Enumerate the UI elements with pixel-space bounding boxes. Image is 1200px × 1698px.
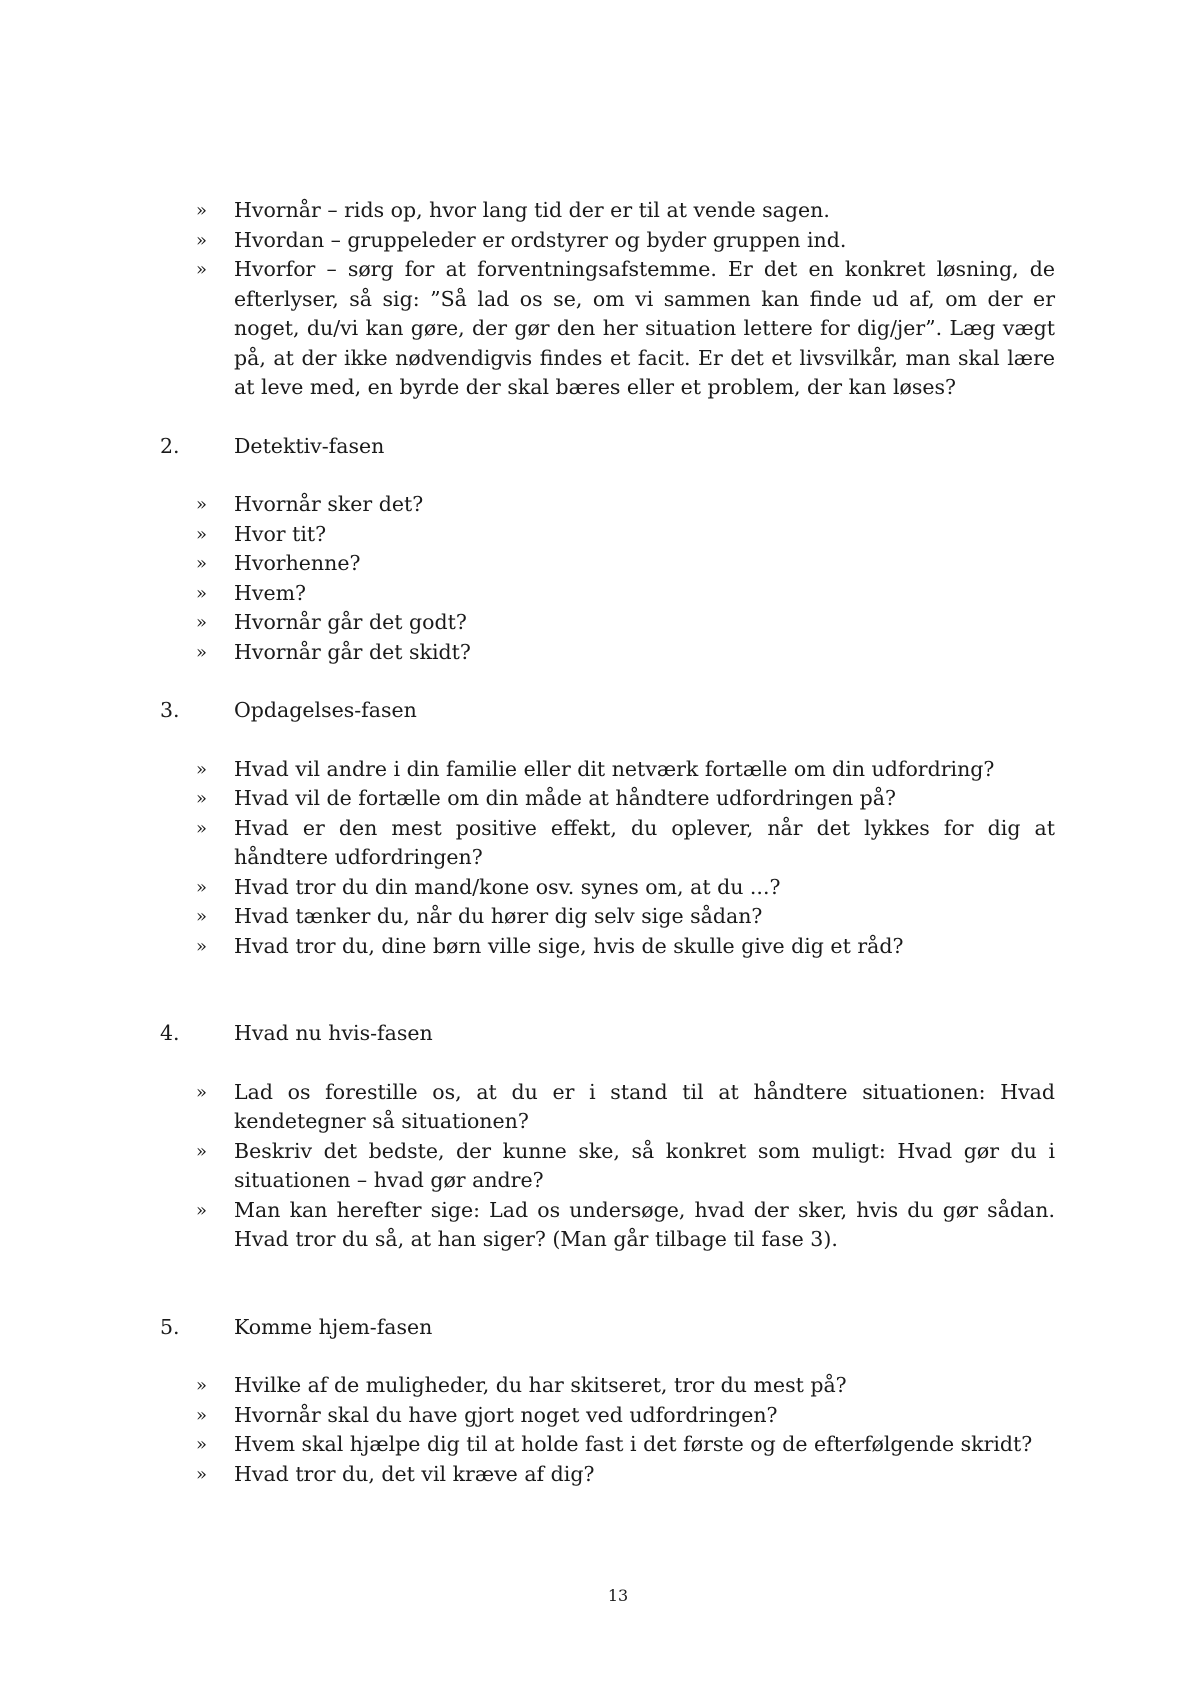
bullet-marker: » [196,817,208,839]
bullet-marker: » [196,1463,208,1485]
list-item [160,255,1055,403]
bullet-marker: » [196,1434,208,1455]
page-content [160,196,1055,1489]
list-item-text: Hvorhenne? [234,551,361,575]
list-item-text: Hvad tror du, det vil kræve af dig? [234,1461,595,1486]
section-title: Detektiv-fasen [234,433,385,458]
list-item [160,1137,1055,1196]
list-item [160,784,1055,814]
list-item [160,490,1055,520]
section-heading [160,696,1055,726]
list-item-text: Hvad vil de fortælle om din måde at håndtere udfordringen på? [234,786,897,810]
list-item [160,932,1055,962]
list-item [160,1196,1055,1255]
list-item [160,196,1055,226]
bullet-marker: » [196,612,208,633]
list-item-text: Hvad er den mest positive effekt, du oplever, når det lykkes for dig at håndtere udfordringen? [234,815,1055,869]
section-title: Opdagelses-fasen [234,698,417,722]
bullet-marker: » [196,906,208,927]
list-item-text: Hvem? [234,580,307,605]
bullet-marker: » [196,1081,208,1103]
section-bullet-list [160,490,1055,667]
list-item [160,638,1055,668]
bullet-marker: » [196,876,208,898]
list-item [160,1371,1055,1401]
section-komme-hjem [160,1313,1055,1490]
list-item [160,902,1055,932]
list-item [160,814,1055,873]
section-title: Komme hjem-fasen [234,1314,433,1339]
bullet-marker: » [196,229,208,251]
list-item-text: Hvem skal hjælpe dig til at holde fast i det første og de efterfølgende skridt? [234,1432,1033,1456]
section-bullet-list [160,1078,1055,1255]
section-number: 3. [160,698,180,722]
bullet-marker: » [196,1140,208,1162]
list-item-text: Hvornår skal du have gjort noget ved udfordringen? [234,1402,778,1427]
list-item-text: Hvornår – rids op, hvor lang tid der er til at vende sagen. [234,198,830,222]
bullet-marker: » [196,523,208,545]
section-heading [160,1019,1055,1049]
list-item [160,1401,1055,1431]
list-item [160,520,1055,550]
list-item [160,608,1055,638]
page-number: 13 [607,1586,629,1605]
bullet-marker: » [196,259,208,280]
list-item [160,226,1055,256]
list-item-text: Hvad tror du din mand/kone osv. synes om, at du ...? [234,874,781,899]
bullet-marker: » [196,935,208,957]
list-item-text: Lad os forestille os, at du er i stand til at håndtere situationen: Hvad kendetegner så situationen? [234,1079,1055,1133]
list-item [160,1078,1055,1137]
list-item-text: Hvor tit? [234,521,327,546]
bullet-marker: » [196,553,208,574]
section-bullet-list [160,755,1055,962]
section-opdagelses [160,696,1055,961]
list-item-text: Beskriv det bedste, der kunne ske, så konkret som muligt: Hvad gør du i situationen – hvad gør andre? [234,1138,1055,1192]
bullet-marker: » [196,1199,208,1221]
list-item [160,549,1055,579]
list-item [160,755,1055,785]
section-number: 2. [160,433,180,458]
bullet-marker: » [196,641,208,663]
bullet-marker: » [196,200,208,221]
section-number: 5. [160,1314,180,1339]
bullet-marker: » [196,758,208,780]
list-item [160,579,1055,609]
section-bullet-list [160,1371,1055,1489]
section-hvad-nu-hvis [160,1019,1055,1255]
list-item-text: Man kan herefter sige: Lad os undersøge, hvad der sker, hvis du gør sådan. Hvad tror du så, at han siger? (Man går tilbage til fase 3). [234,1197,1055,1251]
section-heading [160,432,1055,462]
list-item [160,1460,1055,1490]
list-item-text: Hvad tænker du, når du hører dig selv sige sådan? [234,904,763,928]
bullet-marker: » [196,788,208,809]
list-item-text: Hvad tror du, dine børn ville sige, hvis de skulle give dig et råd? [234,933,904,958]
list-item-text: Hvordan – gruppeleder er ordstyrer og byder gruppen ind. [234,227,847,252]
list-item [160,1430,1055,1460]
section-number: 4. [160,1021,180,1045]
list-item-text: Hvad vil andre i din familie eller dit netværk fortælle om din udfordring? [234,756,995,781]
bullet-marker: » [196,1404,208,1426]
bullet-marker: » [196,494,208,515]
list-item-text: Hvornår går det skidt? [234,639,471,664]
list-item [160,873,1055,903]
intro-bullet-list [160,196,1055,403]
list-item-text: Hvornår går det godt? [234,610,467,634]
list-item-text: Hvorfor – sørg for at forventningsafstemme. Er det en konkret løsning, de efterlyser, så sig: ”Så lad os se, om vi sammen kan finde ud af, om der er noget, du/vi kan gøre, der gør den her situation lettere for dig/jer”. Læg vægt på, at der ikke nødvendigvis findes et facit. Er det et livsvilkår, man skal lære at leve med, en byrde der skal bæres eller et problem, der kan løses? [234,257,1055,399]
bullet-marker: » [196,1375,208,1396]
section-heading [160,1313,1055,1343]
list-item-text: Hvornår sker det? [234,492,424,516]
bullet-marker: » [196,582,208,604]
list-item-text: Hvilke af de muligheder, du har skitseret, tror du mest på? [234,1373,847,1397]
section-title: Hvad nu hvis-fasen [234,1021,433,1045]
section-detektiv [160,432,1055,668]
